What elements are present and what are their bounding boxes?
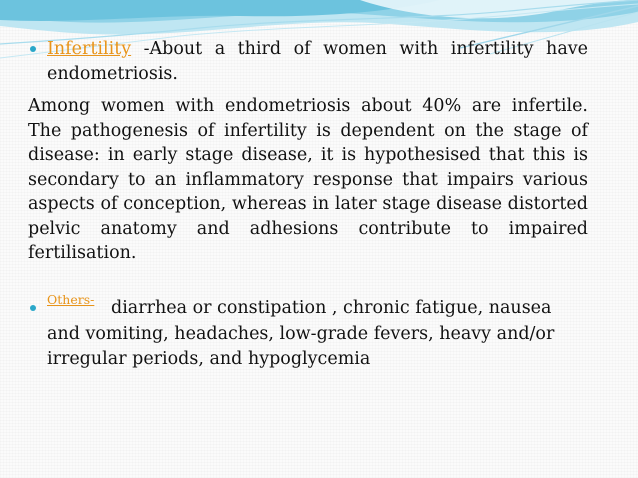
- paragraph-line: secondary to an inflammatory response that impairs various: [28, 169, 588, 190]
- bullet2-line1: diarrhea or constipation , chronic fatigue, nausea: [111, 298, 552, 318]
- bullet1-line1: [47, 37, 588, 61]
- paragraph-line: disease: in early stage disease, it is hypothesised that this is: [28, 145, 588, 165]
- bullet1-line1-text: -About a third of women with infertility have: [131, 39, 588, 59]
- bullet-icon: [30, 305, 36, 311]
- paragraph-line: The pathogenesis of infertility is dependent on the stage of: [28, 120, 588, 141]
- others-link[interactable]: Others-: [47, 292, 95, 307]
- paragraph-line: pelvic anatomy and adhesions contribute to impaired: [28, 218, 588, 239]
- bullet2-line3: irregular periods, and hypoglycemia: [47, 349, 371, 369]
- bullet1-line2: endometriosis.: [47, 64, 178, 84]
- paragraph-line: fertilisation.: [28, 243, 137, 263]
- bullet-icon: [30, 46, 36, 52]
- bullet2-line2: and vomiting, headaches, low-grade fevers, heavy and/or: [47, 324, 555, 344]
- paragraph-line: Among women with endometriosis about 40% are infertile.: [28, 96, 588, 116]
- infertility-link[interactable]: Infertility: [47, 39, 132, 59]
- paragraph-line: aspects of conception, whereas in later stage disease distorted: [28, 194, 588, 214]
